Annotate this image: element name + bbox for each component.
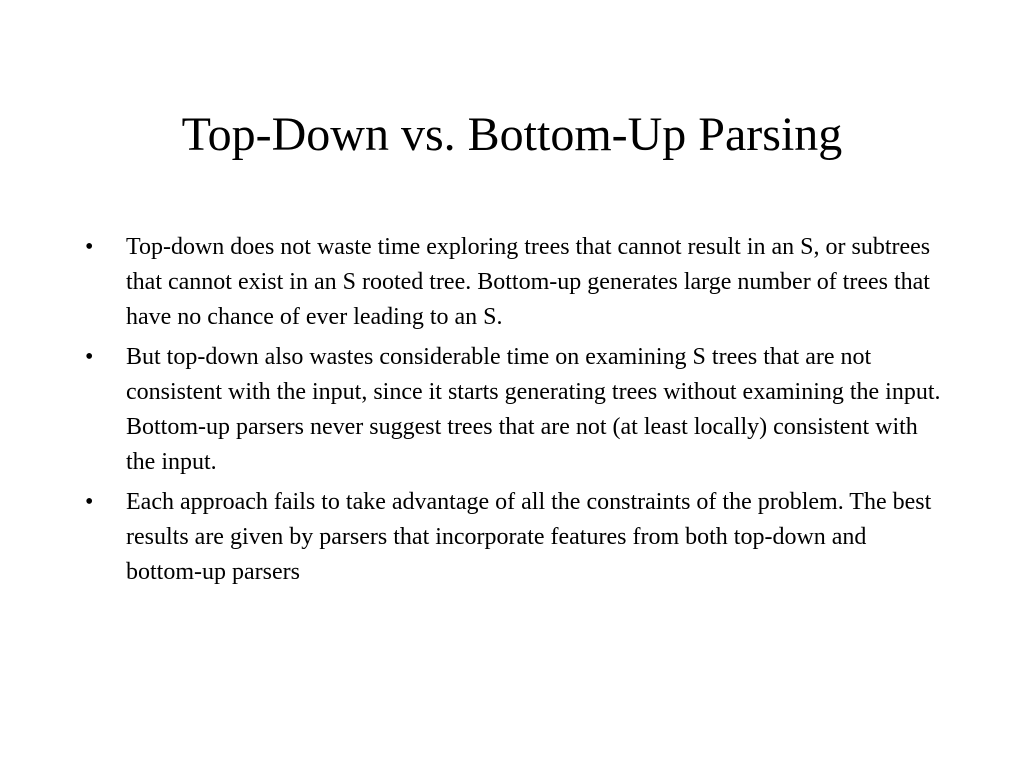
bullet-glyph-icon: • bbox=[85, 344, 94, 370]
bullet-text: Each approach fails to take advantage of all the constraints of the problem. The best results are given by parsers that incorporate features from both top-down and bottom-up parsers bbox=[126, 489, 932, 585]
bullet-text: But top-down also wastes considerable time on examining S trees that are not consistent with the input, since it starts generating trees without examining the input. Bottom-up parsers never suggest trees that are not (at least locally) consistent with the input. bbox=[126, 344, 941, 475]
bullet-glyph-icon: • bbox=[85, 234, 94, 260]
slide-title: Top-Down vs. Bottom-Up Parsing bbox=[181, 108, 843, 161]
bullet-glyph-icon: • bbox=[85, 489, 94, 515]
bullet-item bbox=[85, 340, 945, 480]
bullet-list bbox=[85, 230, 945, 595]
bullet-text: Top-down does not waste time exploring trees that cannot result in an S, or subtrees that cannot exist in an S rooted tree. Bottom-up generates large number of trees that have no chance of ever leading to an S. bbox=[126, 234, 931, 330]
bullet-item bbox=[85, 230, 945, 335]
bullet-item bbox=[85, 485, 945, 590]
